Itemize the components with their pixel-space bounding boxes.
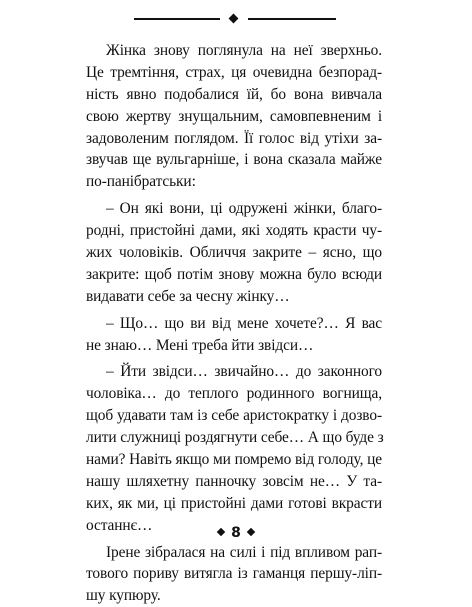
- text-line: Жінка знову поглянула на неї зверхньо.: [106, 42, 382, 59]
- text-line: – Йти звідси… звичайно… до законного: [106, 363, 382, 381]
- ornament-rule-right: [248, 18, 336, 20]
- text-line: нами? Навіть якщо ми помремо від голоду, це: [86, 451, 382, 469]
- text-line: – Що… що ви від мене хочете?… Я вас: [106, 314, 382, 332]
- text-line: чоловіка… до теплого родинного вогнища,: [86, 385, 382, 403]
- text-line: лити служниці роздягнути себе… А що буде з: [86, 429, 384, 447]
- paragraph-3: [86, 313, 382, 357]
- text-line: нашу шляхетну панночку зовсім не… У та-: [86, 472, 382, 490]
- page-footer: [0, 523, 472, 543]
- diamond-icon: [247, 527, 255, 535]
- text-line: по-панібратськи:: [86, 173, 196, 191]
- text-line: задоволеним поглядом. Її голос від утіхи за-: [86, 129, 382, 147]
- text-line: щоб удавати там із себе аристократку і дозво-: [86, 407, 382, 425]
- text-line: тового пориву витягла із гаманця першу-ліп-: [86, 565, 382, 583]
- diamond-icon: [217, 527, 225, 535]
- text-line: останнє…: [86, 516, 153, 534]
- header-ornament: [0, 11, 472, 27]
- text-line: Ірене зібралася на силі і під впливом рап-: [106, 543, 382, 561]
- text-line: ких, як ми, ці пристойні дами готові вкрасти: [86, 494, 382, 512]
- ornament-diamond-icon: [229, 14, 239, 24]
- text-line: шу купюру.: [86, 587, 161, 605]
- paragraph-5: [86, 542, 382, 607]
- text-line: ність явно подобалися їй, бо вона вивчала: [86, 85, 382, 103]
- paragraph-4: [86, 361, 382, 536]
- text-line: не знаю… Мені треба йти звідси…: [86, 336, 314, 354]
- text-line: видавати себе за чесну жінку…: [86, 287, 290, 305]
- text-line: закрите: щоб потім знову можна було всюди: [86, 265, 382, 283]
- page-number: 8: [231, 525, 241, 541]
- text-line: звучав ще вульгарніше, і вона сказала майже: [86, 151, 382, 169]
- page-text: [86, 40, 382, 607]
- text-line: свою жертву знущальним, самовпевненим і: [86, 107, 382, 125]
- text-line: родні, пристойні дами, які ходять красти чу-: [86, 222, 382, 240]
- paragraph-2: [86, 198, 382, 307]
- text-line: жих чоловіків. Обличчя закрите – ясно, що: [86, 244, 382, 262]
- paragraph-1: [86, 40, 382, 193]
- ornament-rule-left: [134, 18, 220, 20]
- text-line: – Он які вони, ці одружені жінки, благо-: [106, 200, 382, 218]
- text-line: Це тремтіння, страх, ця очевидна безпорад-: [86, 63, 382, 81]
